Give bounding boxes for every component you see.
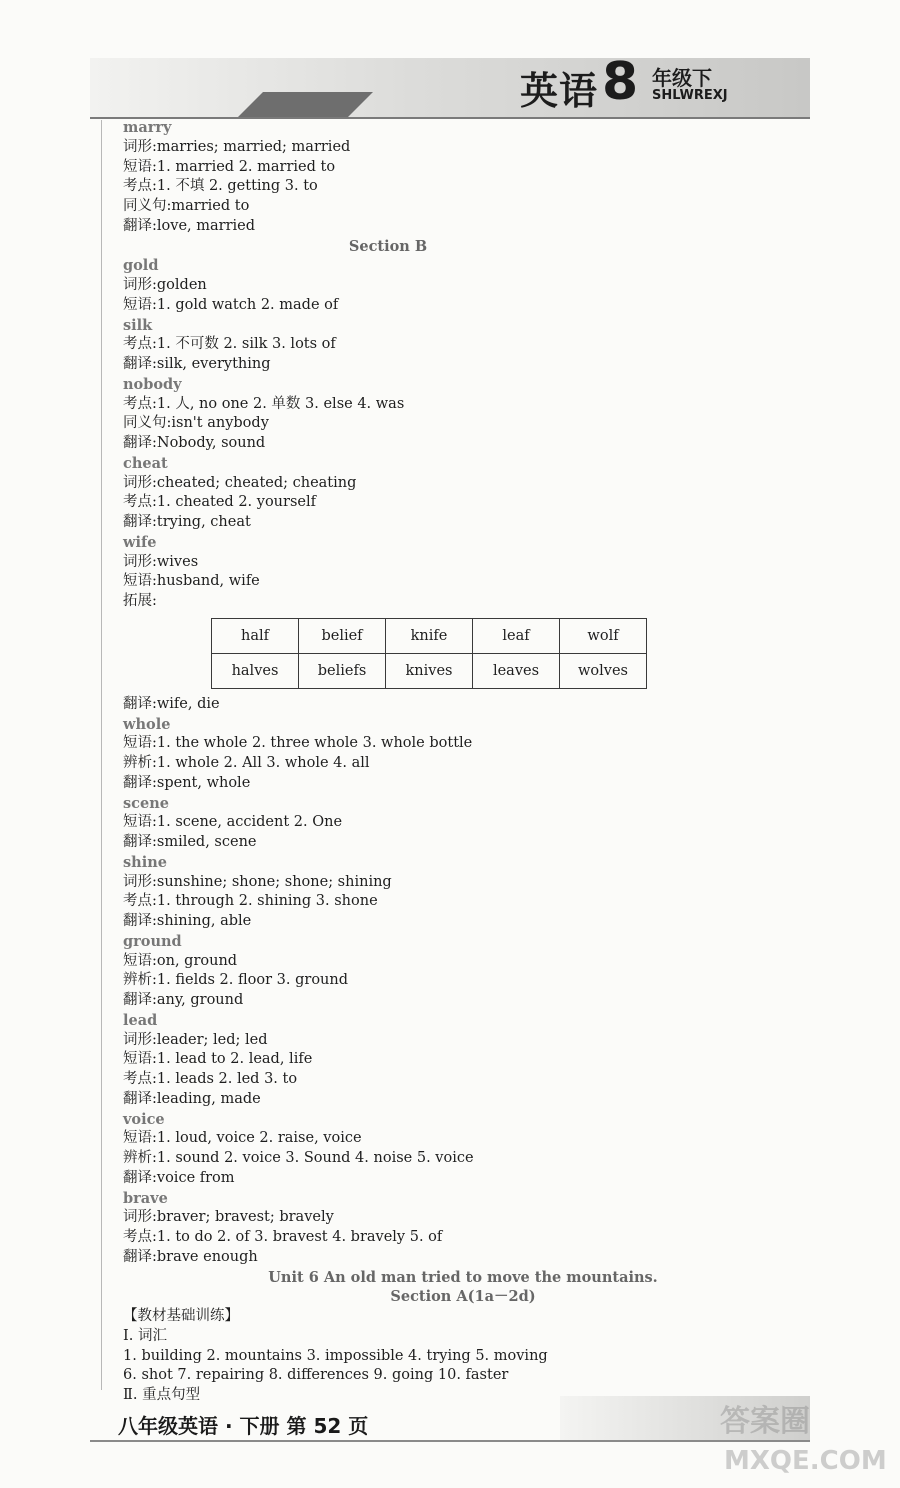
answer-line: 翻译:Nobody, sound xyxy=(123,435,266,451)
table-cell: leaves xyxy=(473,653,560,688)
answer-line: 翻译:love, married xyxy=(123,217,256,234)
vocab-headword: wife xyxy=(123,533,157,551)
answer-line: 短语:1. married 2. married to xyxy=(123,158,336,175)
answer-line: 辨析:1. fields 2. floor 3. ground xyxy=(123,972,349,989)
answer-line: 考点:1. 不填 2. getting 3. to xyxy=(123,178,318,195)
answer-line: 翻译:any, ground xyxy=(123,992,244,1008)
answer-line: 翻译:shining, able xyxy=(123,913,252,929)
answer-line: 考点:1. 人, no one 2. 单数 3. else 4. was xyxy=(123,395,405,412)
margin-rule xyxy=(101,120,102,1390)
table-row xyxy=(212,653,647,688)
answer-line: 考点:1. through 2. shining 3. shone xyxy=(123,893,378,910)
book-grade: 8 xyxy=(602,52,639,112)
answer-line: 翻译:smiled, scene xyxy=(123,834,257,850)
vocab-headword: ground xyxy=(123,932,182,950)
vocab-headword: nobody xyxy=(123,375,182,393)
vocab-headword: brave xyxy=(123,1189,168,1207)
answer-line: 辨析:1. sound 2. voice 3. Sound 4. noise 5. voice xyxy=(123,1150,474,1166)
answer-line: 翻译:voice from xyxy=(123,1169,235,1186)
answer-content xyxy=(123,118,783,1406)
vocab-headword: lead xyxy=(123,1011,158,1029)
vocab-headword: whole xyxy=(123,715,171,733)
vocab-headword: shine xyxy=(123,853,167,871)
answer-line: 翻译:silk, everything xyxy=(123,356,271,372)
answer-line: 辨析:1. whole 2. All 3. whole 4. all xyxy=(123,755,370,771)
answer-line: 6. shot 7. repairing 8. differences 9. going 10. faster xyxy=(123,1367,509,1384)
table-cell: leaf xyxy=(473,618,560,653)
answer-line: 词形:marries; married; married xyxy=(123,138,351,155)
vocab-headword: silk xyxy=(123,316,153,334)
answer-line: 1. building 2. mountains 3. impossible 4. trying 5. moving xyxy=(123,1347,548,1364)
page-footer: 八年级英语 · 下册 第 52 页 xyxy=(118,1414,369,1438)
table-cell: halves xyxy=(212,653,299,688)
watermark-logo: 答案圈 xyxy=(720,1404,810,1439)
table-row xyxy=(212,618,647,653)
answer-line: 翻译:trying, cheat xyxy=(123,514,251,530)
answer-line: 翻译:wife, die xyxy=(123,695,220,712)
table-cell: knife xyxy=(386,618,473,653)
vocab-headword: cheat xyxy=(123,454,168,472)
answer-line: 短语:1. scene, accident 2. One xyxy=(123,814,343,831)
answer-line: 同义句:isn't anybody xyxy=(123,415,269,432)
answer-line: 翻译:spent, whole xyxy=(123,774,251,791)
answer-line: 考点:1. leads 2. led 3. to xyxy=(123,1071,298,1087)
answer-line: 翻译:leading, made xyxy=(123,1090,261,1107)
book-code: SHLWREXJ xyxy=(652,88,728,103)
answer-line: 考点:1. to do 2. of 3. bravest 4. bravely 5. of xyxy=(123,1229,443,1245)
answer-line: 考点:1. 不可数 2. silk 3. lots of xyxy=(123,336,336,353)
answer-line: 短语:on, ground xyxy=(123,952,238,969)
vocab-headword: marry xyxy=(123,119,172,136)
vocab-headword: scene xyxy=(123,794,169,812)
book-term: 年级下 xyxy=(652,66,712,90)
footer-rule xyxy=(90,1440,810,1442)
table-cell: beliefs xyxy=(299,653,386,688)
section-heading: Unit 6 An old man tried to move the mountains. xyxy=(268,1268,658,1286)
answer-line: 短语:1. lead to 2. lead, life xyxy=(123,1051,313,1068)
answer-line: 拓展: xyxy=(123,593,157,609)
table-cell: wolves xyxy=(560,653,647,688)
answer-block-2 xyxy=(123,695,783,1406)
answer-line: 词形:leader; led; led xyxy=(123,1031,268,1048)
answer-line: 同义句:married to xyxy=(123,198,250,214)
book-subject: 英语 xyxy=(520,69,599,113)
answer-line: 【教材基础训练】 xyxy=(123,1308,239,1324)
table-cell: half xyxy=(212,618,299,653)
answer-line: 词形:cheated; cheated; cheating xyxy=(123,474,357,491)
section-heading: Section B xyxy=(348,237,428,255)
answer-line: 词形:wives xyxy=(123,553,199,570)
vocab-headword: gold xyxy=(123,257,159,275)
table-cell: knives xyxy=(386,653,473,688)
table-cell: wolf xyxy=(560,618,647,653)
answer-line: 考点:1. cheated 2. yourself xyxy=(123,494,316,511)
answer-line: Ⅰ. 词汇 xyxy=(123,1327,167,1344)
watermark-url: MXQE.COM xyxy=(724,1446,887,1476)
answer-line: 短语:1. the whole 2. three whole 3. whole bottle xyxy=(123,735,473,752)
vocab-headword: voice xyxy=(123,1110,165,1128)
answer-line: 词形:braver; bravest; bravely xyxy=(123,1209,334,1226)
plural-table xyxy=(211,618,647,689)
answer-line: 词形:sunshine; shone; shone; shining xyxy=(123,873,392,890)
answer-line: 短语:1. loud, voice 2. raise, voice xyxy=(123,1130,362,1147)
answer-line: 词形:golden xyxy=(123,277,207,293)
answer-block-1 xyxy=(123,118,783,612)
section-heading: Section A(1a－2d) xyxy=(390,1288,536,1306)
answer-line: 短语:husband, wife xyxy=(123,573,260,590)
answer-line: Ⅱ. 重点句型 xyxy=(123,1387,201,1403)
answer-line: 翻译:brave enough xyxy=(123,1248,258,1265)
table-cell: belief xyxy=(299,618,386,653)
answer-line: 短语:1. gold watch 2. made of xyxy=(123,296,339,313)
